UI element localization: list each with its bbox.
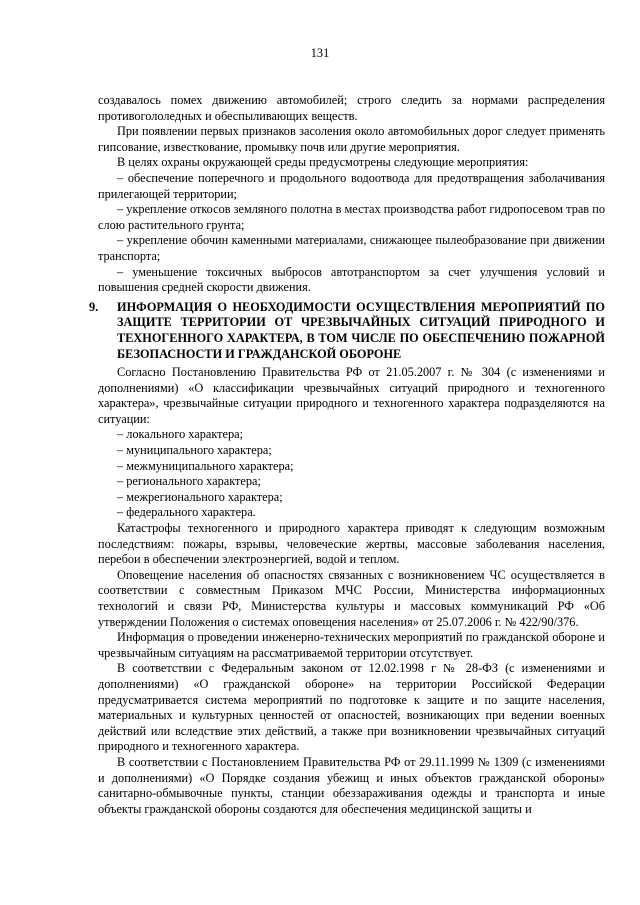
situation-item: – межрегионального характера; xyxy=(117,489,283,504)
page-content xyxy=(89,93,605,817)
paragraph: Согласно Постановлению Правительства РФ от 21.05.2007 г. № 304 (с изменениями и дополнениями) «О классификации чрезвычайных ситуаций природного и техногенного характера», чрезвычайные ситуации природного и техногенного характера подразделяются на ситуации: xyxy=(98,365,605,426)
situation-item: – межмуниципального характера; xyxy=(117,458,294,473)
section-title: ИНФОРМАЦИЯ О НЕОБХОДИМОСТИ ОСУЩЕСТВЛЕНИЯ МЕРОПРИЯТИЙ ПО ЗАЩИТЕ ТЕРРИТОРИИ ОТ ЧРЕЗВЫЧАЙНЫХ СИТУАЦИЙ ПРИРОДНОГО И ТЕХНОГЕННОГО ХАРАКТЕРА, В ТОМ ЧИСЛЕ ПО ОБЕСПЕЧЕНИЮ ПОЖАРНОЙ БЕЗОПАСНОСТИ И ГРАЖДАНСКОЙ ОБОРОНЕ xyxy=(117,299,605,361)
paragraph: Информация о проведении инженерно-технических мероприятий по гражданской обороне и чрезвычайным ситуациям на рассматриваемой территории отсутствует. xyxy=(98,630,605,660)
section-number: 9. xyxy=(89,299,99,314)
page-number: 131 xyxy=(310,46,330,60)
paragraph: При появлении первых признаков засоления около автомобильных дорог следует применять гипсование, известкование, промывку почв или другие мероприятия. xyxy=(98,124,605,154)
measure-item: – укрепление обочин каменными материалами, снижающее пылеобразование при движении транспорта; xyxy=(98,233,605,263)
paragraph: В соответствии с Постановлением Правительства РФ от 29.11.1999 № 1309 (с изменениями и дополнениями) «О Порядке создания убежищ и иных объектов гражданской обороны» санитарно-обмывочные пункты, станции обеззараживания одежды и транспорта и иные объекты гражданской обороны создаются для обеспечения медицинской защиты и xyxy=(98,754,605,816)
paragraph: Катастрофы техногенного и природного характера приводят к следующим возможным последствиям: пожары, взрывы, человеческие жертвы, массовые заболевания населения, перебои в обеспечении электроэнергией, водой и теплом. xyxy=(98,521,605,567)
paragraph: В целях охраны окружающей среды предусмотрены следующие мероприятия: xyxy=(117,155,529,170)
paragraph: Оповещение населения об опасностях связанных с возникновением ЧС осуществляется в соответствии с совместным Приказом МЧС России, Министерства информационных технологий и связи РФ, Министерства культуры и массовых коммуникаций РФ «Об утверждении Положения о системах оповещения населения» от 25.07.2006 г. № 422/90/376. xyxy=(98,567,605,629)
measure-item: – уменьшение токсичных выбросов автотранспортом за счет улучшения условий и повышения средней скорости движения. xyxy=(98,264,605,295)
situation-item: – муниципального характера; xyxy=(117,443,272,458)
situation-item: – федерального характера. xyxy=(117,505,256,520)
paragraph: В соответствии с Федеральным законом от 12.02.1998 г № 28-ФЗ (с изменениями и дополнениями) «О гражданской обороне» на территории Российской Федерации предусматривается система мероприятий по подготовке к защите и по защите населения, материальных и культурных ценностей от опасностей, возникающих при ведении военных действий или вследствие этих действий, а также при возникновении чрезвычайных ситуаций природного и техногенного характера. xyxy=(98,661,605,754)
section-heading xyxy=(89,299,605,362)
situation-item: – локального характера; xyxy=(117,427,244,442)
paragraph: создавалось помех движению автомобилей; строго следить за нормами распределения противогололедных и обеспыливающих веществ. xyxy=(98,93,605,123)
situation-item: – регионального характера; xyxy=(117,474,261,489)
measure-item: – обеспечение поперечного и продольного водоотвода для предотвращения заболачивания прилегающей территории; xyxy=(98,170,605,201)
measure-item: – укрепление откосов земляного полотна в местах производства работ гидропосевом трав по слою растительного грунта; xyxy=(98,202,605,232)
